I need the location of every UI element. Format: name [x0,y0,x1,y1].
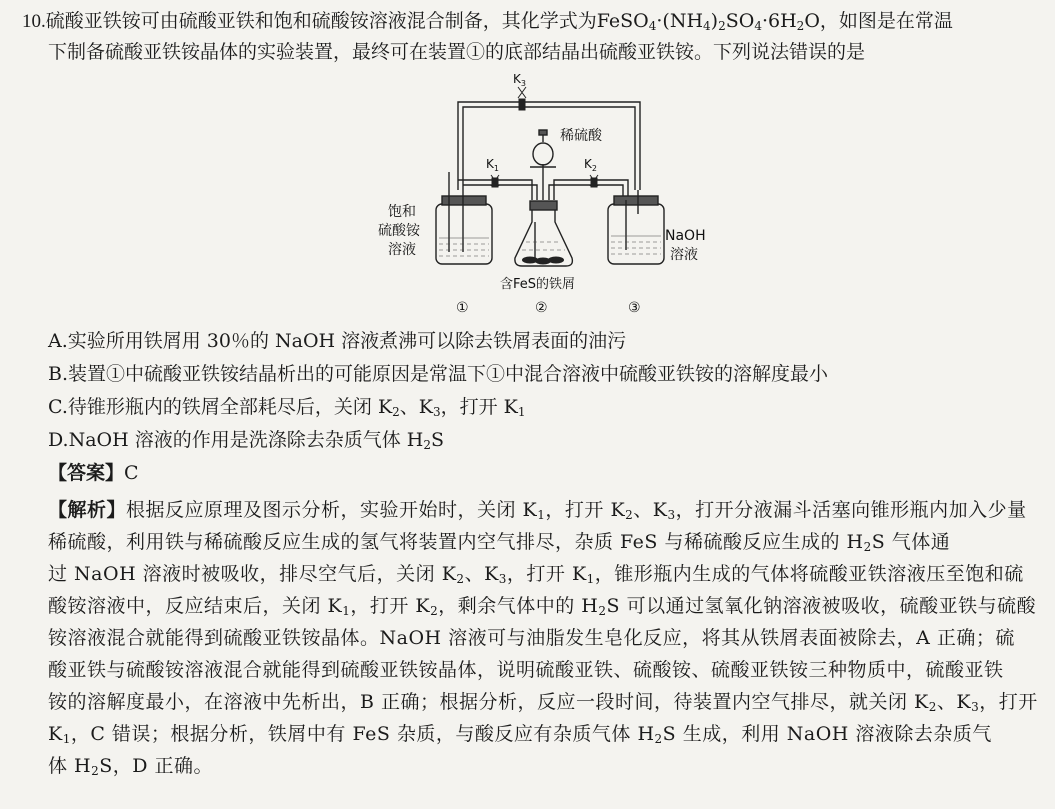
right-bottle-label-1: NaOH [665,228,706,244]
left-bottle-label-3: 溶液 [388,242,416,258]
valve-k3 [518,87,526,98]
explanation-label: 【解析】 [48,499,127,521]
explanation [48,494,1038,782]
option-c: C.待锥形瓶内的铁屑全部耗尽后，关闭 $K_2$、$K_3$，打开 $K_1$ [48,396,526,419]
k3-label: $K_3$ [513,72,526,88]
label-2: ② [535,300,548,316]
question-number: 10. [22,11,46,32]
k1-label: $K_1$ [486,157,499,173]
explanation-line-2: 稀硫酸，利用铁与稀硫酸反应生成的氢气将装置内空气排尽，杂质 FeS 与稀硫酸反应生成的 $H_2S$ 气体通 [48,531,951,554]
left-bottle-label-1: 饱和 [388,204,416,220]
question-line-1: 10.硫酸亚铁铵可由硫酸亚铁和饱和硫酸铵溶液混合制备，其化学式为$FeSO_4\cdot(NH_4)_2SO_4\cdot 6H_2O$，如图是在常温 [22,10,953,33]
explanation-line-9: 体 $H_2S$，D 正确。 [48,755,214,778]
bottle-3-stopper [614,196,658,205]
option-d: D.NaOH 溶液的作用是洗涤除去杂质气体 $H_2S$ [48,429,445,452]
dropping-funnel [533,143,553,165]
explanation-line-4: 酸铵溶液中，反应结束后，关闭 $K_1$，打开 $K_2$，剩余气体中的 $H_2S$ 可以通过氢氧化钠溶液被吸收，硫酸亚铁与硫酸 [48,595,1037,618]
k2-label: $K_2$ [584,157,597,173]
iron-filings [522,257,564,265]
apparatus-diagram [372,72,712,322]
explanation-line-7: 铵的溶解度最小，在溶液中先析出，B 正确；根据分析，反应一段时间，待装置内空气排尽，就关闭 $K_2$、$K_3$，打开 [48,691,1038,714]
flask-content-label: 含FeS的铁屑 [500,277,576,292]
dilute-acid-label: 稀硫酸 [560,128,602,144]
option-a: A.实验所用铁屑用 30％的 NaOH 溶液煮沸可以除去铁屑表面的油污 [48,330,627,352]
label-1: ① [456,300,469,316]
answer-label: 【答案】 [48,462,125,484]
explanation-line-5: 铵溶液混合就能得到硫酸亚铁铵晶体。NaOH 溶液可与油脂发生皂化反应，将其从铁屑表面被除去，A 正确；硫 [48,627,1015,649]
explanation-line-1: 【解析】根据反应原理及图示分析，实验开始时，关闭 $K_1$，打开 $K_2$、$K_3$，打开分液漏斗活塞向锥形瓶内加入少量 [48,499,1027,522]
flask-stopper [530,201,557,210]
option-b: B.装置①中硫酸亚铁铵结晶析出的可能原因是常温下①中混合溶液中硫酸亚铁铵的溶解度最小 [48,363,829,385]
explanation-line-3: 过 NaOH 溶液时被吸收，排尽空气后，关闭 $K_2$、$K_3$，打开 $K_1$，锥形瓶内生成的气体将硫酸亚铁溶液压至饱和硫 [48,563,1024,586]
question-line-2: 下制备硫酸亚铁铵晶体的实验装置，最终可在装置①的底部结晶出硫酸亚铁铵。下列说法错误的是 [48,41,866,63]
label-3: ③ [628,300,641,316]
answer [48,458,139,488]
conical-flask [515,209,573,266]
answer-value: C [124,462,139,484]
bottle-1 [436,204,492,264]
explanation-line-8: $K_1$，C 错误；根据分析，铁屑中有 FeS 杂质，与酸反应有杂质气体 $H_2S$ 生成，利用 NaOH 溶液除去杂质气 [48,723,992,746]
right-bottle-label-2: 溶液 [670,247,698,263]
left-bottle-label-2: 硫酸铵 [378,223,420,239]
explanation-line-6: 酸亚铁与硫酸铵溶液混合就能得到硫酸亚铁铵晶体，说明硫酸亚铁、硫酸铵、硫酸亚铁铵三种物质中，硫酸亚铁 [48,659,1004,681]
bottle-3 [608,204,664,264]
